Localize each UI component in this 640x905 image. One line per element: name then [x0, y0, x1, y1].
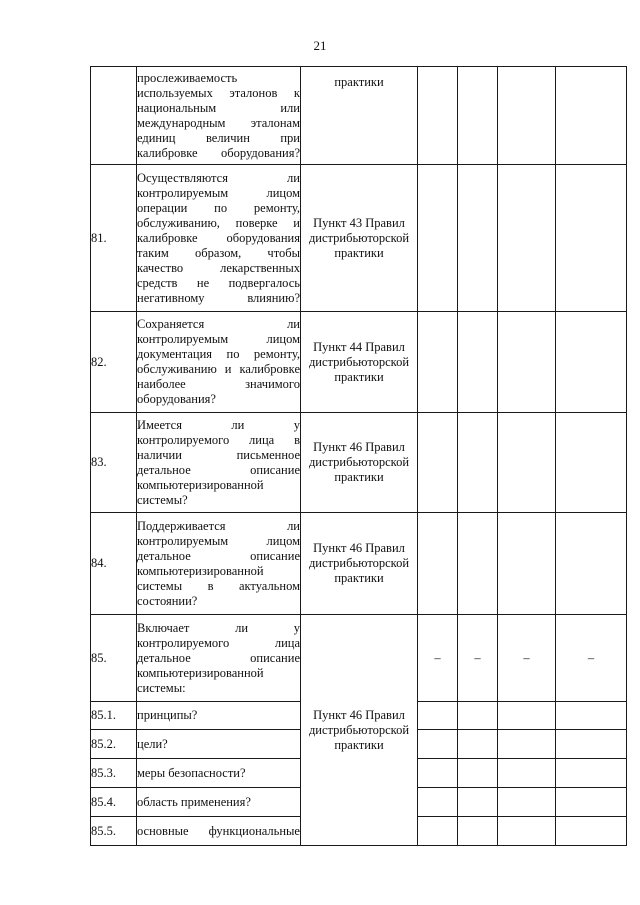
reference-text: Пункт 44 Правил дистрибьюторской практики — [301, 312, 418, 413]
answer-cell — [458, 702, 498, 730]
answer-cell — [498, 759, 556, 788]
row-number: 85.1. — [91, 702, 137, 730]
question-text: прослеживаемость используемых эталонов к национальным или международным эталонам единиц величин при калибровке оборудования? — [137, 67, 301, 165]
answer-cell — [458, 413, 498, 513]
answer-cell — [498, 702, 556, 730]
answer-cell — [498, 165, 556, 312]
dash-mark: – — [556, 615, 627, 702]
answer-cell — [458, 730, 498, 759]
answer-cell — [498, 513, 556, 615]
question-text: Осуществляются ли контролируемым лицом операции по ремонту, обслуживанию, поверке и калибровке оборудования таким образом, чтобы качество лекарственных средств не подвергалось негативному влиянию? — [137, 165, 301, 312]
reference-text: Пункт 46 Правил дистрибьюторской практики — [301, 615, 418, 846]
reference-text: Пункт 43 Правил дистрибьюторской практики — [301, 165, 418, 312]
row-number — [91, 67, 137, 165]
dash-mark: – — [418, 615, 458, 702]
reference-text: Пункт 46 Правил дистрибьюторской практики — [301, 513, 418, 615]
question-text: принципы? — [137, 702, 301, 730]
table-row — [91, 67, 627, 165]
question-text: Сохраняется ли контролируемым лицом документация по ремонту, обслуживанию и калибровке наиболее значимого оборудования? — [137, 312, 301, 413]
row-number: 85.3. — [91, 759, 137, 788]
answer-cell — [556, 67, 627, 165]
answer-cell — [556, 817, 627, 846]
answer-cell — [418, 759, 458, 788]
question-text: цели? — [137, 730, 301, 759]
answer-cell — [498, 67, 556, 165]
answer-cell — [556, 165, 627, 312]
answer-cell — [498, 817, 556, 846]
answer-cell — [458, 788, 498, 817]
answer-cell — [458, 165, 498, 312]
question-text: меры безопасности? — [137, 759, 301, 788]
question-text: Поддерживается ли контролируемым лицом детальное описание компьютеризированной системы в актуальном состоянии? — [137, 513, 301, 615]
checklist-table — [90, 66, 627, 846]
answer-cell — [418, 702, 458, 730]
row-number: 82. — [91, 312, 137, 413]
page-number: 21 — [313, 38, 327, 53]
row-number: 85. — [91, 615, 137, 702]
question-text: область применения? — [137, 788, 301, 817]
answer-cell — [556, 312, 627, 413]
row-number: 81. — [91, 165, 137, 312]
answer-cell — [418, 165, 458, 312]
answer-cell — [556, 413, 627, 513]
answer-cell — [556, 730, 627, 759]
answer-cell — [556, 513, 627, 615]
answer-cell — [418, 817, 458, 846]
table-row — [91, 513, 627, 615]
question-text: Включает ли у контролируемого лица детальное описание компьютеризированной системы: — [137, 615, 301, 702]
dash-mark: – — [458, 615, 498, 702]
answer-cell — [458, 67, 498, 165]
answer-cell — [498, 730, 556, 759]
answer-cell — [498, 312, 556, 413]
answer-cell — [556, 788, 627, 817]
answer-cell — [498, 413, 556, 513]
table-row — [91, 312, 627, 413]
answer-cell — [458, 759, 498, 788]
row-number: 85.4. — [91, 788, 137, 817]
reference-text: практики — [301, 67, 418, 165]
table-row — [91, 165, 627, 312]
answer-cell — [556, 702, 627, 730]
reference-text: Пункт 46 Правил дистрибьюторской практики — [301, 413, 418, 513]
answer-cell — [556, 759, 627, 788]
answer-cell — [418, 513, 458, 615]
table-row — [91, 615, 627, 702]
answer-cell — [498, 788, 556, 817]
row-number: 85.2. — [91, 730, 137, 759]
answer-cell — [418, 312, 458, 413]
question-text: основные функциональные — [137, 817, 301, 846]
row-number: 85.5. — [91, 817, 137, 846]
row-number: 84. — [91, 513, 137, 615]
answer-cell — [418, 730, 458, 759]
dash-mark: – — [498, 615, 556, 702]
answer-cell — [418, 67, 458, 165]
row-number: 83. — [91, 413, 137, 513]
answer-cell — [458, 513, 498, 615]
answer-cell — [458, 312, 498, 413]
answer-cell — [418, 413, 458, 513]
table-row — [91, 413, 627, 513]
question-text: Имеется ли у контролируемого лица в наличии письменное детальное описание компьютеризированной системы? — [137, 413, 301, 513]
answer-cell — [418, 788, 458, 817]
answer-cell — [458, 817, 498, 846]
